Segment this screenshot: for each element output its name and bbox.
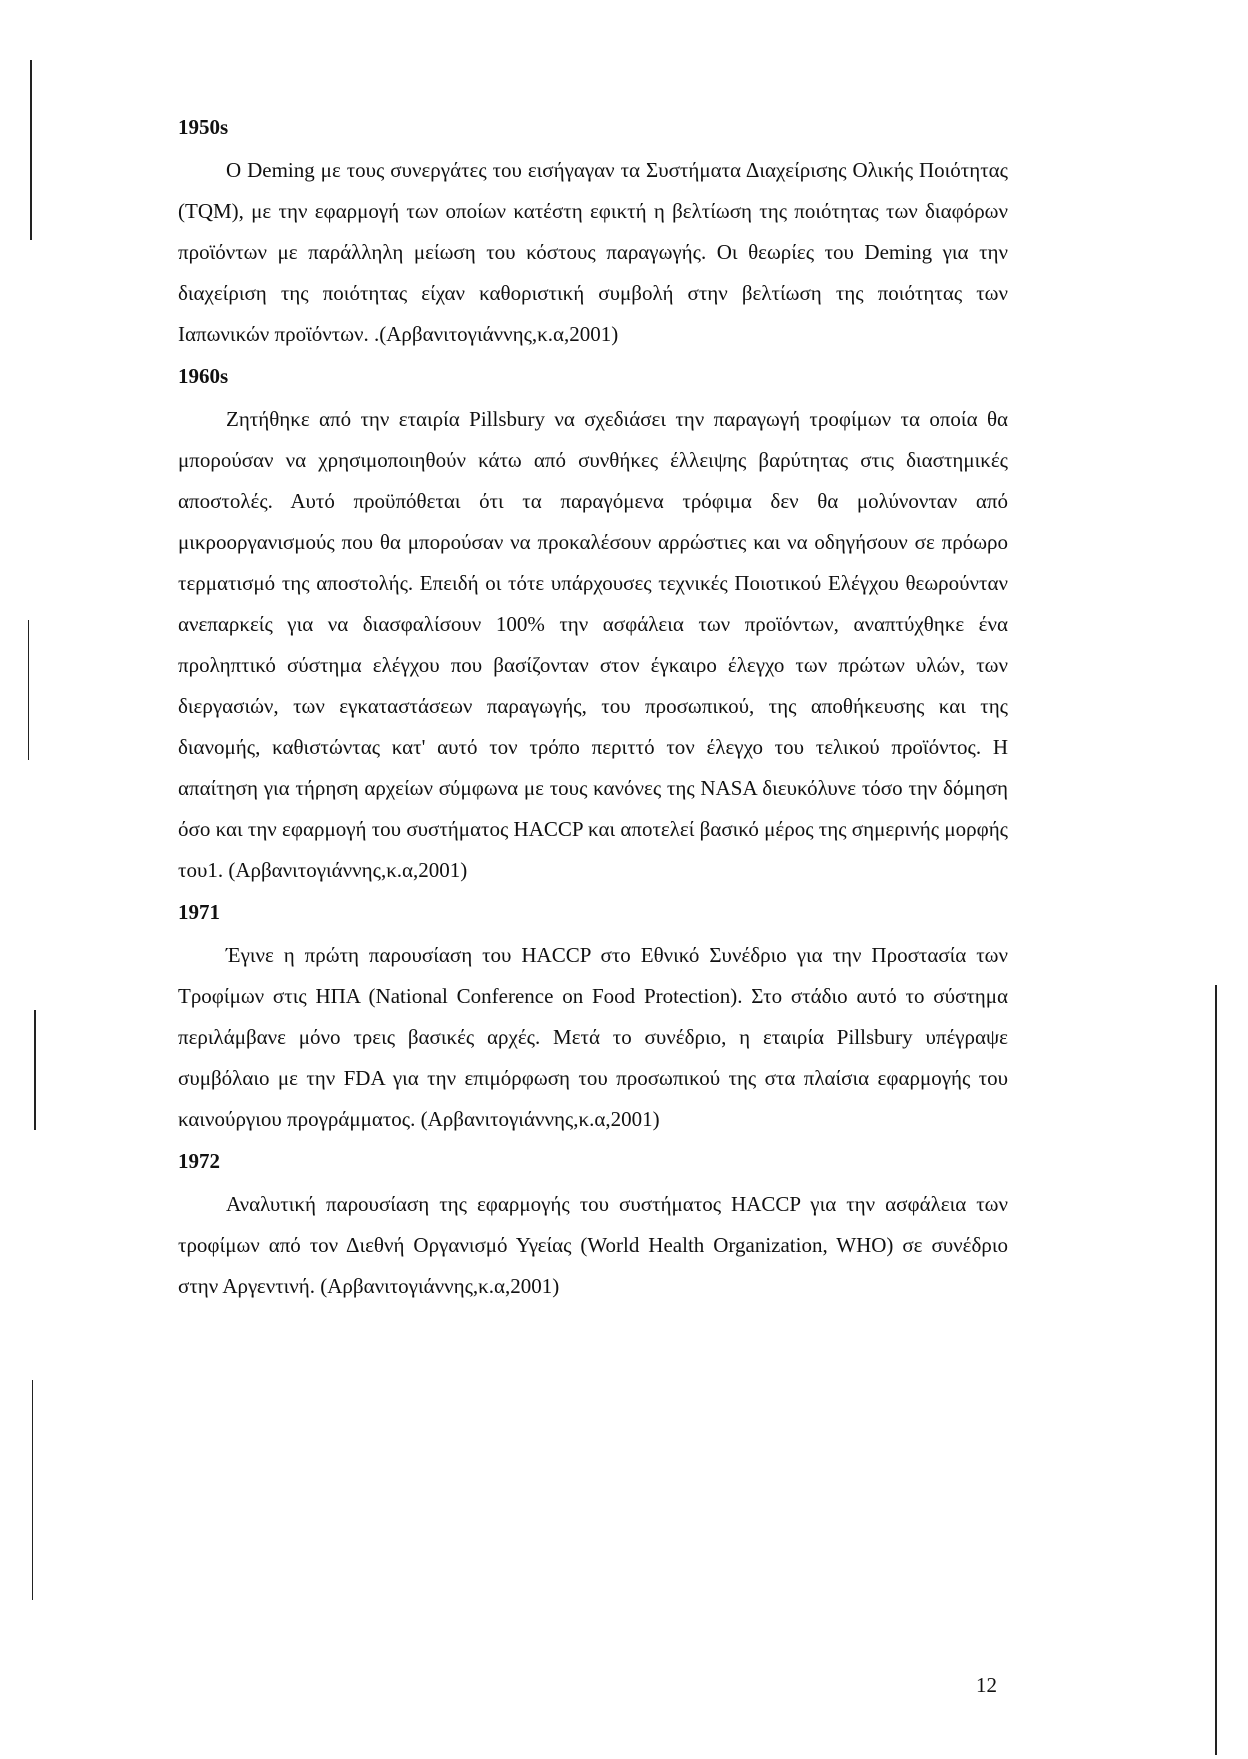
scan-edge-line-left-mid [28,620,29,760]
section-1960s [178,361,1008,891]
section-paragraph: Αναλυτική παρουσίαση της εφαρμογής του συστήματος HACCP για την ασφάλεια των τροφίμων από τον Διεθνή Οργανισμό Υγείας (World Health Organization, WHO) σε συνέδριο στην Αργεντινή. (Αρβανιτογιάννης,κ.α,2001) [178,1192,1008,1298]
section-heading: 1960s [178,364,229,388]
section-1971 [178,897,1008,1140]
section-heading: 1971 [178,900,220,924]
section-paragraph: Ζητήθηκε από την εταιρία Pillsbury να σχεδιάσει την παραγωγή τροφίμων τα οποία θα μπορούσαν να χρησιμοποιηθούν κάτω από συνθήκες έλλειψης βαρύτητας στις διαστημικές αποστολές. Αυτό προϋπόθεται ότι τα παραγόμενα τρόφιμα δεν θα μολύνονταν από μικροοργανισμούς που θα μπορούσαν να προκαλέσουν αρρώστιες και να οδηγήσουν σε πρόωρο τερματισμό της αποστολής. Επειδή οι τότε υπάρχουσες τεχνικές Ποιοτικού Ελέγχου θεωρούνταν ανεπαρκείς για να διασφαλίσουν 100% την ασφάλεια των προϊόντων, αναπτύχθηκε ένα προληπτικό σύστημα ελέγχου που βασίζονταν στον έγκαιρο έλεγχο των πρώτων υλών, των διεργασιών, των εγκαταστάσεων παραγωγής, του προσωπικού, της αποθήκευσης και της διανομής, καθιστώντας κατ' αυτό τον τρόπο περιττό τον έλεγχο του τελικού προϊόντος. Η απαίτηση για τήρηση αρχείων σύμφωνα με τους κανόνες της NASA διευκόλυνε τόσο την δόμηση όσο και την εφαρμογή του συστήματος HACCP και αποτελεί βασικό μέρος της σημερινής μορφής του1. (Αρβανιτογιάννης,κ.α,2001) [178,407,1008,882]
section-heading: 1950s [178,115,229,139]
section-paragraph: Ο Deming με τους συνεργάτες του εισήγαγαν τα Συστήματα Διαχείρισης Ολικής Ποιότητας (TQM), με την εφαρμογή των οποίων κατέστη εφικτή η βελτίωση της ποιότητας των διαφόρων προϊόντων με παράλληλη μείωση του κόστους παραγωγής. Οι θεωρίες του Deming για την διαχείριση της ποιότητας είχαν καθοριστική συμβολή στην βελτίωση της ποιότητας των Ιαπωνικών προϊόντων. .(Αρβανιτογιάννης,κ.α,2001) [178,158,1008,346]
scan-edge-line-left-lower [34,1010,36,1130]
scan-edge-line-left-bottom [32,1380,33,1600]
section-1972 [178,1146,1008,1307]
section-heading: 1972 [178,1149,220,1173]
scan-edge-line-left-top [30,60,32,240]
section-paragraph: Έγινε η πρώτη παρουσίαση του HACCP στο Εθνικό Συνέδριο για την Προστασία των Τροφίμων στις ΗΠΑ (National Conference on Food Protection). Στο στάδιο αυτό το σύστημα περιλάμβανε μόνο τρεις βασικές αρχές. Μετά το συνέδριο, η εταιρία Pillsbury υπέγραψε συμβόλαιο με την FDA για την επιμόρφωση του προσωπικού της στα πλαίσια εφαρμογής του καινούργιου προγράμματος. (Αρβανιτογιάννης,κ.α,2001) [178,943,1008,1131]
section-1950s [178,112,1008,355]
document-page [178,112,1008,1313]
page-number: 12 [976,1673,997,1697]
scan-edge-line-right [1215,985,1217,1755]
